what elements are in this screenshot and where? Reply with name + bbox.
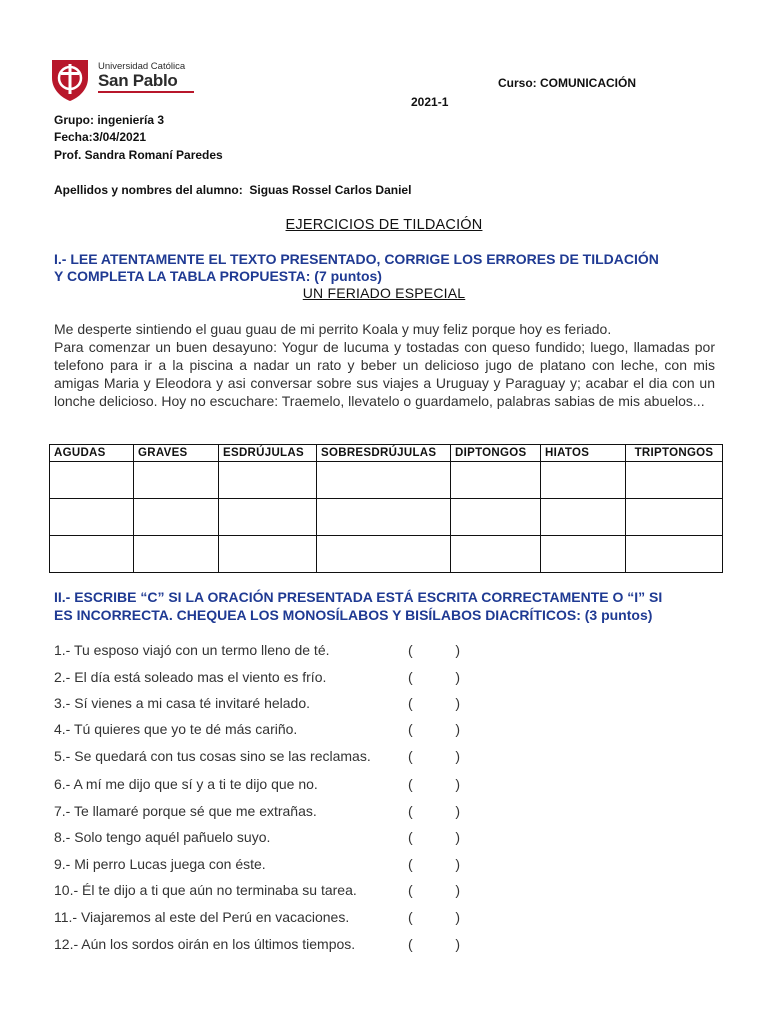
paren-open: (: [408, 695, 413, 711]
sentence-item: 12.- Aún los sordos oirán en los últimos tiempos.: [54, 936, 356, 952]
reading-paragraph-2: Para comenzar un buen desayuno: Yogur de lucuma y tostadas con queso fundido; luego, llamadas por telefono para ir a la piscina a nadar un rato y beber un delicioso jugo de platano con leche, con mis amigas Maria y Eleodora y asi conversar sobre sus viajes a Uruguay y Paraguay y; acabar el dia con un lonche delicioso. Hoy no escuchare: Traemelo, llevatelo o guardamelo, palabras sabias de mis abuelos...: [54, 339, 715, 409]
answer-blank[interactable]: [408, 803, 460, 819]
reading-paragraph-1: Me desperte sintiendo el guau guau de mi perrito Koala y muy feliz porque hoy es feriado.: [54, 321, 612, 337]
answer-blank[interactable]: [408, 776, 460, 792]
answer-blank[interactable]: [408, 721, 460, 737]
table-cell[interactable]: [50, 499, 134, 536]
professor-label: Prof. Sandra Romaní Paredes: [54, 148, 223, 162]
university-logo: [50, 56, 200, 102]
table-cell[interactable]: [134, 462, 219, 499]
sentence-item: 10.- Él te dijo a ti que aún no terminaba su tarea.: [54, 882, 357, 898]
answer-blank[interactable]: [408, 909, 460, 925]
paren-open: (: [408, 936, 413, 952]
paren-close: ): [455, 669, 460, 685]
paren-open: (: [408, 829, 413, 845]
course-label: Curso: COMUNICACIÓN: [498, 76, 636, 90]
table-header-cell: SOBRESDRÚJULAS: [317, 445, 451, 462]
logo-underline: [98, 91, 194, 93]
answer-blank[interactable]: [408, 669, 460, 685]
table-header-cell: TRIPTONGOS: [626, 445, 723, 462]
student-name-label: Apellidos y nombres del alumno: Siguas Rossel Carlos Daniel: [54, 183, 412, 197]
table-cell[interactable]: [134, 536, 219, 573]
table-cell[interactable]: [541, 536, 626, 573]
table-cell[interactable]: [134, 499, 219, 536]
answer-blank[interactable]: [408, 856, 460, 872]
table-cell[interactable]: [626, 536, 723, 573]
table-header-cell: HIATOS: [541, 445, 626, 462]
table-cell[interactable]: [50, 536, 134, 573]
table-row: [50, 536, 723, 573]
sentence-item: 8.- Solo tengo aquél pañuelo suyo.: [54, 829, 271, 845]
group-label: Grupo: ingeniería 3: [54, 113, 165, 127]
sentence-item: 6.- A mí me dijo que sí y a ti te dijo que no.: [54, 776, 318, 792]
table-cell[interactable]: [50, 462, 134, 499]
answer-blank[interactable]: [408, 829, 460, 845]
sentence-item: 7.- Te llamaré porque sé que me extrañas.: [54, 803, 317, 819]
paren-close: ): [455, 936, 460, 952]
paren-open: (: [408, 748, 413, 764]
paren-close: ): [455, 829, 460, 845]
table-header-cell: GRAVES: [134, 445, 219, 462]
sentence-item: 1.- Tu esposo viajó con un termo lleno de té.: [54, 642, 330, 658]
sentence-item: 11.- Viajaremos al este del Perú en vacaciones.: [54, 909, 350, 925]
answer-blank[interactable]: [408, 936, 460, 952]
table-header-cell: DIPTONGOS: [451, 445, 541, 462]
paren-open: (: [408, 669, 413, 685]
paren-close: ): [455, 776, 460, 792]
logo-university-line1: Universidad Católica: [98, 61, 186, 72]
table-row: [50, 462, 723, 499]
section1-heading-line2: Y COMPLETA LA TABLA PROPUESTA: (7 puntos): [54, 268, 382, 284]
paren-open: (: [408, 776, 413, 792]
table-cell[interactable]: [541, 499, 626, 536]
sentence-item: 5.- Se quedará con tus cosas sino se las reclamas.: [54, 748, 371, 764]
section1-subtitle: UN FERIADO ESPECIAL: [302, 285, 466, 301]
section2-heading-line1: II.- ESCRIBE “C” SI LA ORACIÓN PRESENTADA ESTÁ ESCRITA CORRECTAMENTE O “I” SI: [54, 589, 663, 605]
reading-text: [54, 320, 715, 410]
table-cell[interactable]: [626, 499, 723, 536]
table-cell[interactable]: [219, 499, 317, 536]
table-cell[interactable]: [317, 462, 451, 499]
paren-close: ): [455, 695, 460, 711]
paren-open: (: [408, 721, 413, 737]
paren-open: (: [408, 882, 413, 898]
table-cell[interactable]: [451, 462, 541, 499]
sentence-item: 9.- Mi perro Lucas juega con éste.: [54, 856, 266, 872]
table-cell[interactable]: [219, 536, 317, 573]
paren-close: ): [455, 721, 460, 737]
sentence-item: 3.- Sí vienes a mi casa té invitaré helado.: [54, 695, 311, 711]
paren-close: ): [455, 856, 460, 872]
table-cell[interactable]: [541, 462, 626, 499]
paren-close: ): [455, 642, 460, 658]
paren-open: (: [408, 909, 413, 925]
table-header-row: [50, 445, 723, 462]
answer-blank[interactable]: [408, 642, 460, 658]
paren-close: ): [455, 882, 460, 898]
table-header-cell: AGUDAS: [50, 445, 134, 462]
paren-open: (: [408, 642, 413, 658]
answer-blank[interactable]: [408, 748, 460, 764]
page-title: EJERCICIOS DE TILDACIÓN: [285, 217, 483, 233]
paren-open: (: [408, 856, 413, 872]
section1-heading-line1: I.- LEE ATENTAMENTE EL TEXTO PRESENTADO, CORRIGE LOS ERRORES DE TILDACIÓN: [54, 251, 659, 267]
classification-table: [49, 444, 723, 573]
table-cell[interactable]: [626, 462, 723, 499]
paren-close: ): [455, 803, 460, 819]
section2-heading-line2: ES INCORRECTA. CHEQUEA LOS MONOSÍLABOS Y BISÍLABOS DIACRÍTICOS: (3 puntos): [54, 607, 653, 623]
paren-open: (: [408, 803, 413, 819]
sentence-item: 2.- El día está soleado mas el viento es frío.: [54, 669, 327, 685]
table-cell[interactable]: [451, 536, 541, 573]
sentence-item: 4.- Tú quieres que yo te dé más cariño.: [54, 721, 298, 737]
paren-close: ): [455, 909, 460, 925]
table-cell[interactable]: [219, 462, 317, 499]
paren-close: ): [455, 748, 460, 764]
answer-blank[interactable]: [408, 695, 460, 711]
table-cell[interactable]: [317, 536, 451, 573]
table-header-cell: ESDRÚJULAS: [219, 445, 317, 462]
answer-blank[interactable]: [408, 882, 460, 898]
year-label: 2021-1: [411, 95, 449, 109]
logo-university-line2: San Pablo: [98, 71, 178, 90]
table-cell[interactable]: [317, 499, 451, 536]
table-cell[interactable]: [451, 499, 541, 536]
table-row: [50, 499, 723, 536]
date-label: Fecha:3/04/2021: [54, 130, 147, 144]
